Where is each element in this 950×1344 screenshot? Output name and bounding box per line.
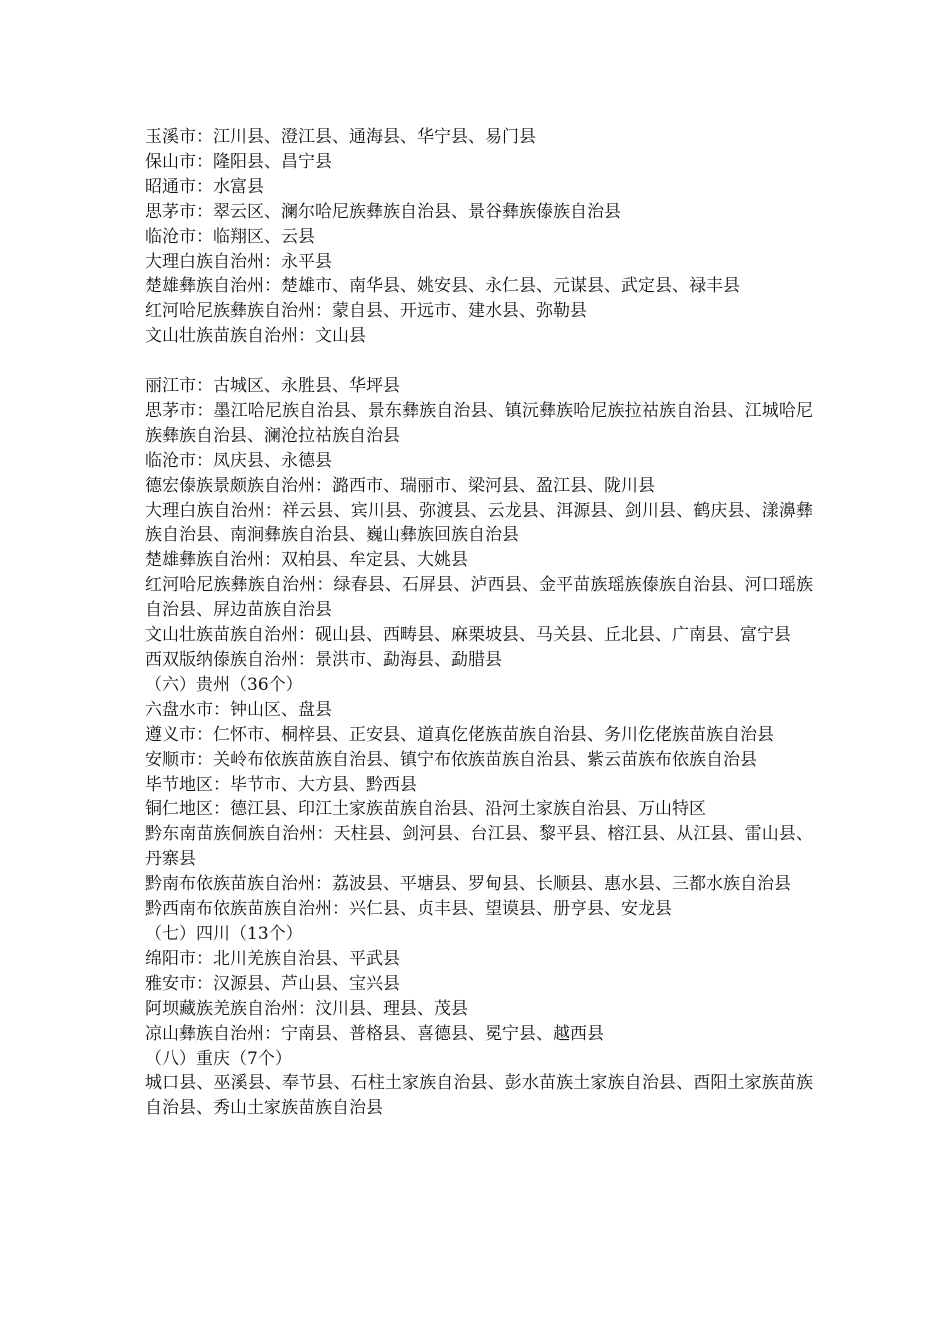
text-line: 黔西南布依族苗族自治州：兴仁县、贞丰县、望谟县、册亨县、安龙县 <box>145 899 672 920</box>
section-heading-chongqing: （八）重庆（7个） <box>145 1048 292 1069</box>
text-line: 玉溪市：江川县、澄江县、通海县、华宁县、易门县 <box>145 127 536 147</box>
text-line: 凉山彝族自治州：宁南县、普格县、喜德县、冕宁县、越西县 <box>145 1023 604 1044</box>
text-line: 红河哈尼族彝族自治州：蒙自县、开远市、建水县、弥勒县 <box>145 301 587 322</box>
text-line: 黔东南苗族侗族自治州：天柱县、剑河县、台江县、黎平县、榕江县、从江县、雷山县、丹寨县 <box>145 824 813 870</box>
text-line: 毕节地区：毕节市、大方县、黔西县 <box>145 774 417 795</box>
text-line: 遵义市：仁怀市、桐梓县、正安县、道真仡佬族苗族自治县、务川仡佬族苗族自治县 <box>145 724 774 745</box>
text-line: 文山壮族苗族自治州：文山县 <box>145 326 366 347</box>
text-line: 西双版纳傣族自治州：景洪市、勐海县、勐腊县 <box>145 650 502 671</box>
text-line: 保山市：隆阳县、昌宁县 <box>145 151 332 172</box>
text-line: 绵阳市：北川羌族自治县、平武县 <box>145 948 400 969</box>
text-line: 昭通市：水富县 <box>145 176 264 197</box>
text-line: 楚雄彝族自治州：双柏县、牟定县、大姚县 <box>145 550 468 571</box>
section-heading-sichuan: （七）四川（13个） <box>145 923 303 944</box>
text-line: 丽江市：古城区、永胜县、华坪县 <box>145 376 400 397</box>
text-line: 思茅市：墨江哈尼族自治县、景东彝族自治县、镇沅彝族哈尼族拉祜族自治县、江城哈尼族彝族自治县、澜沧拉祜族自治县 <box>145 400 813 446</box>
text-line: 红河哈尼族彝族自治州：绿春县、石屏县、泸西县、金平苗族瑶族傣族自治县、河口瑶族自治县、屏边苗族自治县 <box>145 575 813 621</box>
text-line: 阿坝藏族羌族自治州：汶川县、理县、茂县 <box>145 998 468 1019</box>
text-line: 黔南布依族苗族自治州：荔波县、平塘县、罗甸县、长顺县、惠水县、三都水族自治县 <box>145 874 791 895</box>
section-heading-guizhou: （六）贵州（36个） <box>145 674 303 695</box>
text-line: 思茅市：翠云区、澜尔哈尼族彝族自治县、景谷彝族傣族自治县 <box>145 201 621 222</box>
document-body <box>145 125 813 1121</box>
text-line: 临沧市：临翔区、云县 <box>145 226 315 247</box>
text-line: 铜仁地区：德江县、印江土家族苗族自治县、沿河土家族自治县、万山特区 <box>145 799 706 820</box>
text-line: 楚雄彝族自治州：楚雄市、南华县、姚安县、永仁县、元谋县、武定县、禄丰县 <box>145 276 740 297</box>
text-line: 临沧市：凤庆县、永德县 <box>145 450 332 471</box>
text-line: 安顺市：关岭布依族苗族自治县、镇宁布依族苗族自治县、紫云苗族布依族自治县 <box>145 749 757 770</box>
text-line: 城口县、巫溪县、奉节县、石柱土家族自治县、彭水苗族土家族自治县、酉阳土家族苗族自治县、秀山土家族苗族自治县 <box>145 1073 813 1119</box>
blank-line <box>145 349 813 374</box>
text-line: 文山壮族苗族自治州：砚山县、西畴县、麻栗坡县、马关县、丘北县、广南县、富宁县 <box>145 625 791 646</box>
text-line: 雅安市：汉源县、芦山县、宝兴县 <box>145 973 400 994</box>
text-line: 大理白族自治州：永平县 <box>145 251 332 272</box>
text-line: 德宏傣族景颇族自治州：潞西市、瑞丽市、梁河县、盈江县、陇川县 <box>145 475 655 496</box>
text-line: 大理白族自治州：祥云县、宾川县、弥渡县、云龙县、洱源县、剑川县、鹤庆县、漾濞彝族自治县、南涧彝族自治县、巍山彝族回族自治县 <box>145 500 813 546</box>
text-line: 六盘水市：钟山区、盘县 <box>145 699 332 720</box>
